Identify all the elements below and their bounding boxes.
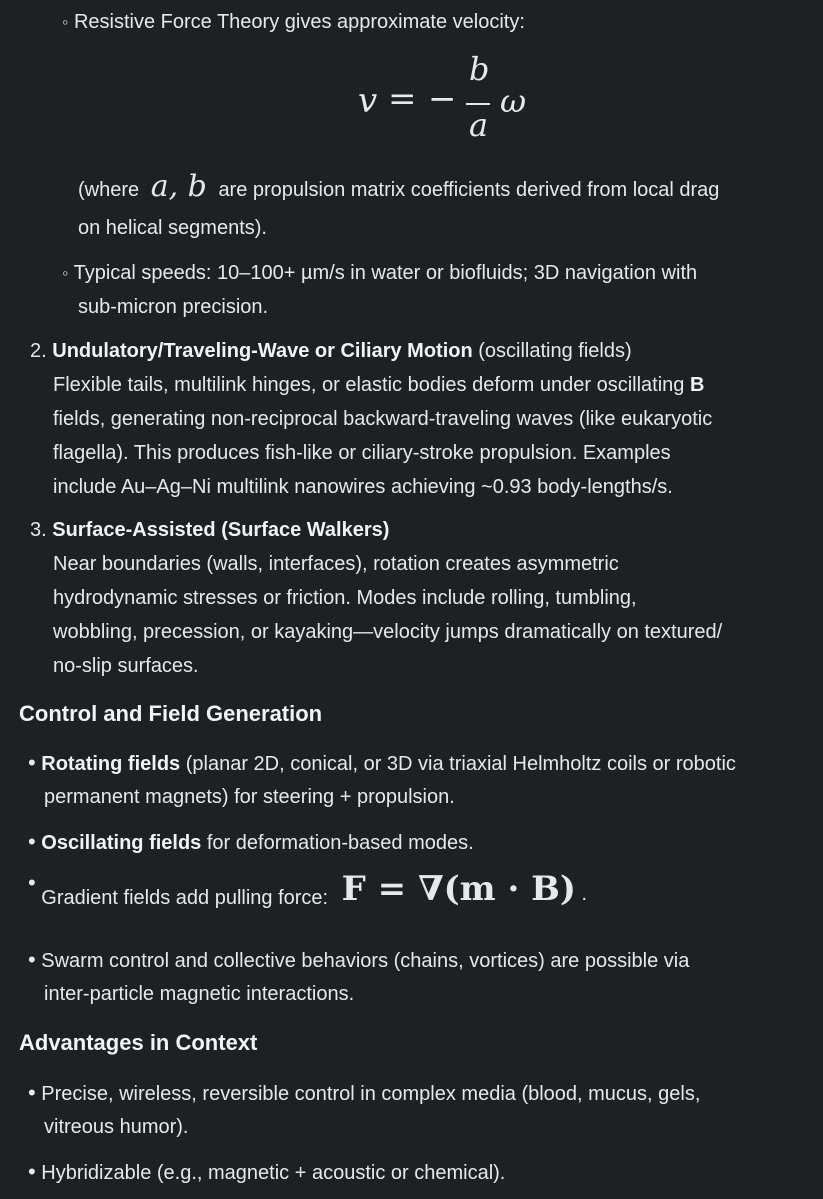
item2-line2: fields, generating non-reciprocal backward-traveling waves (like eukaryotic: [53, 408, 713, 430]
item3-body: [53, 547, 722, 683]
control-heading: Control and Field Generation: [19, 701, 323, 726]
where-vars: a, b: [150, 169, 207, 204]
item3-number: 3.: [30, 519, 47, 541]
eq-numerator: b: [469, 50, 490, 88]
item2-line3: flagella). This produces fish-like or ciliary-stroke propulsion. Examples: [53, 442, 671, 464]
item3-title-line: [30, 513, 389, 547]
control-bullet-4: [28, 943, 689, 978]
speeds-line1: Typical speeds: 10–100+ µm/s in water or biofluids; 3D navigation with: [73, 262, 698, 284]
item2-line4: include Au–Ag–Ni multilink nanowires achieving ~0.93 body-lengths/s.: [53, 476, 673, 498]
item2-title: Undulatory/Traveling-Wave or Ciliary Motion: [52, 340, 473, 362]
eq-minus: −: [428, 79, 457, 119]
bullet-dot-icon: •: [28, 947, 36, 972]
item3-line2: hydrodynamic stresses or friction. Modes include rolling, tumbling,: [53, 587, 637, 609]
item3-line1: Near boundaries (walls, interfaces), rotation creates asymmetric: [53, 553, 619, 575]
rft-where-line2: on helical segments).: [78, 217, 267, 239]
where-prefix: (where: [78, 179, 140, 201]
item2-number: 2.: [30, 340, 47, 362]
bullet-dot-icon: •: [28, 750, 36, 775]
advantages-b2: Hybridizable (e.g., magnetic + acoustic or chemical).: [41, 1162, 506, 1184]
bullet-dot-icon: •: [28, 1080, 36, 1105]
control-b4-line1: Swarm control and collective behaviors (chains, vortices) are possible via: [41, 950, 690, 972]
control-b2-bold: Oscillating fields: [41, 832, 202, 854]
control-b1-line2: permanent magnets) for steering + propulsion.: [44, 786, 455, 808]
hollow-bullet-icon: ◦: [62, 263, 69, 283]
advantages-b1-line1: Precise, wireless, reversible control in complex media (blood, mucus, gels,: [41, 1083, 701, 1105]
control-b1-rest: (planar 2D, conical, or 3D via triaxial Helmholtz coils or robotic: [185, 753, 736, 775]
control-b4-line2: inter-particle magnetic interactions.: [44, 983, 355, 1005]
control-b2-rest: for deformation-based modes.: [206, 832, 474, 854]
control-b3-period: .: [581, 883, 588, 905]
control-b1-bold: Rotating fields: [41, 753, 181, 775]
velocity-equation: [358, 50, 538, 148]
bullet-dot-icon: •: [28, 1159, 36, 1184]
item3-title: Surface-Assisted (Surface Walkers): [52, 519, 390, 541]
item2-body: [53, 368, 712, 504]
hollow-bullet-icon: ◦: [62, 12, 69, 32]
advantages-heading: Advantages in Context: [19, 1030, 258, 1055]
control-bullet-3: [28, 869, 588, 911]
item2-line1-text: Flexible tails, multilink hinges, or elastic bodies deform under oscillating: [53, 374, 685, 396]
advantages-bullet-2: [28, 1155, 505, 1190]
bullet-dot-icon: •: [28, 829, 36, 854]
advantages-b1-line2: vitreous humor).: [44, 1116, 189, 1138]
speeds-bullet: [62, 256, 802, 290]
rft-bullet: [62, 5, 525, 39]
item2-line1: [53, 368, 712, 402]
item2-line1-bold: B: [689, 374, 705, 396]
where-rest: are propulsion matrix coefficients derived from local drag: [218, 179, 720, 201]
item2-title-line: [30, 334, 632, 368]
item3-line3: wobbling, precession, or kayaking—velocity jumps dramatically on textured/: [53, 621, 723, 643]
eq-lhs: v: [358, 81, 378, 121]
control-bullet-2: [28, 825, 474, 860]
gradient-force-equation: F = ∇(m · B): [341, 869, 576, 909]
eq-equals: =: [388, 79, 417, 119]
rft-bullet-text: Resistive Force Theory gives approximate velocity:: [73, 11, 525, 33]
rft-where-line: [78, 170, 719, 207]
eq-denominator: a: [469, 106, 489, 144]
eq-omega: ω: [500, 82, 527, 120]
control-b3-text: Gradient fields add pulling force:: [41, 887, 329, 909]
speeds-line2: sub-micron precision.: [78, 296, 269, 318]
fraction-bar: [466, 103, 490, 105]
advantages-bullet-1: [28, 1076, 700, 1111]
item3-line4: no-slip surfaces.: [53, 655, 199, 677]
bullet-dot-icon: •: [28, 870, 36, 895]
item2-title-suffix: (oscillating fields): [478, 340, 632, 362]
control-bullet-1: [28, 746, 736, 781]
